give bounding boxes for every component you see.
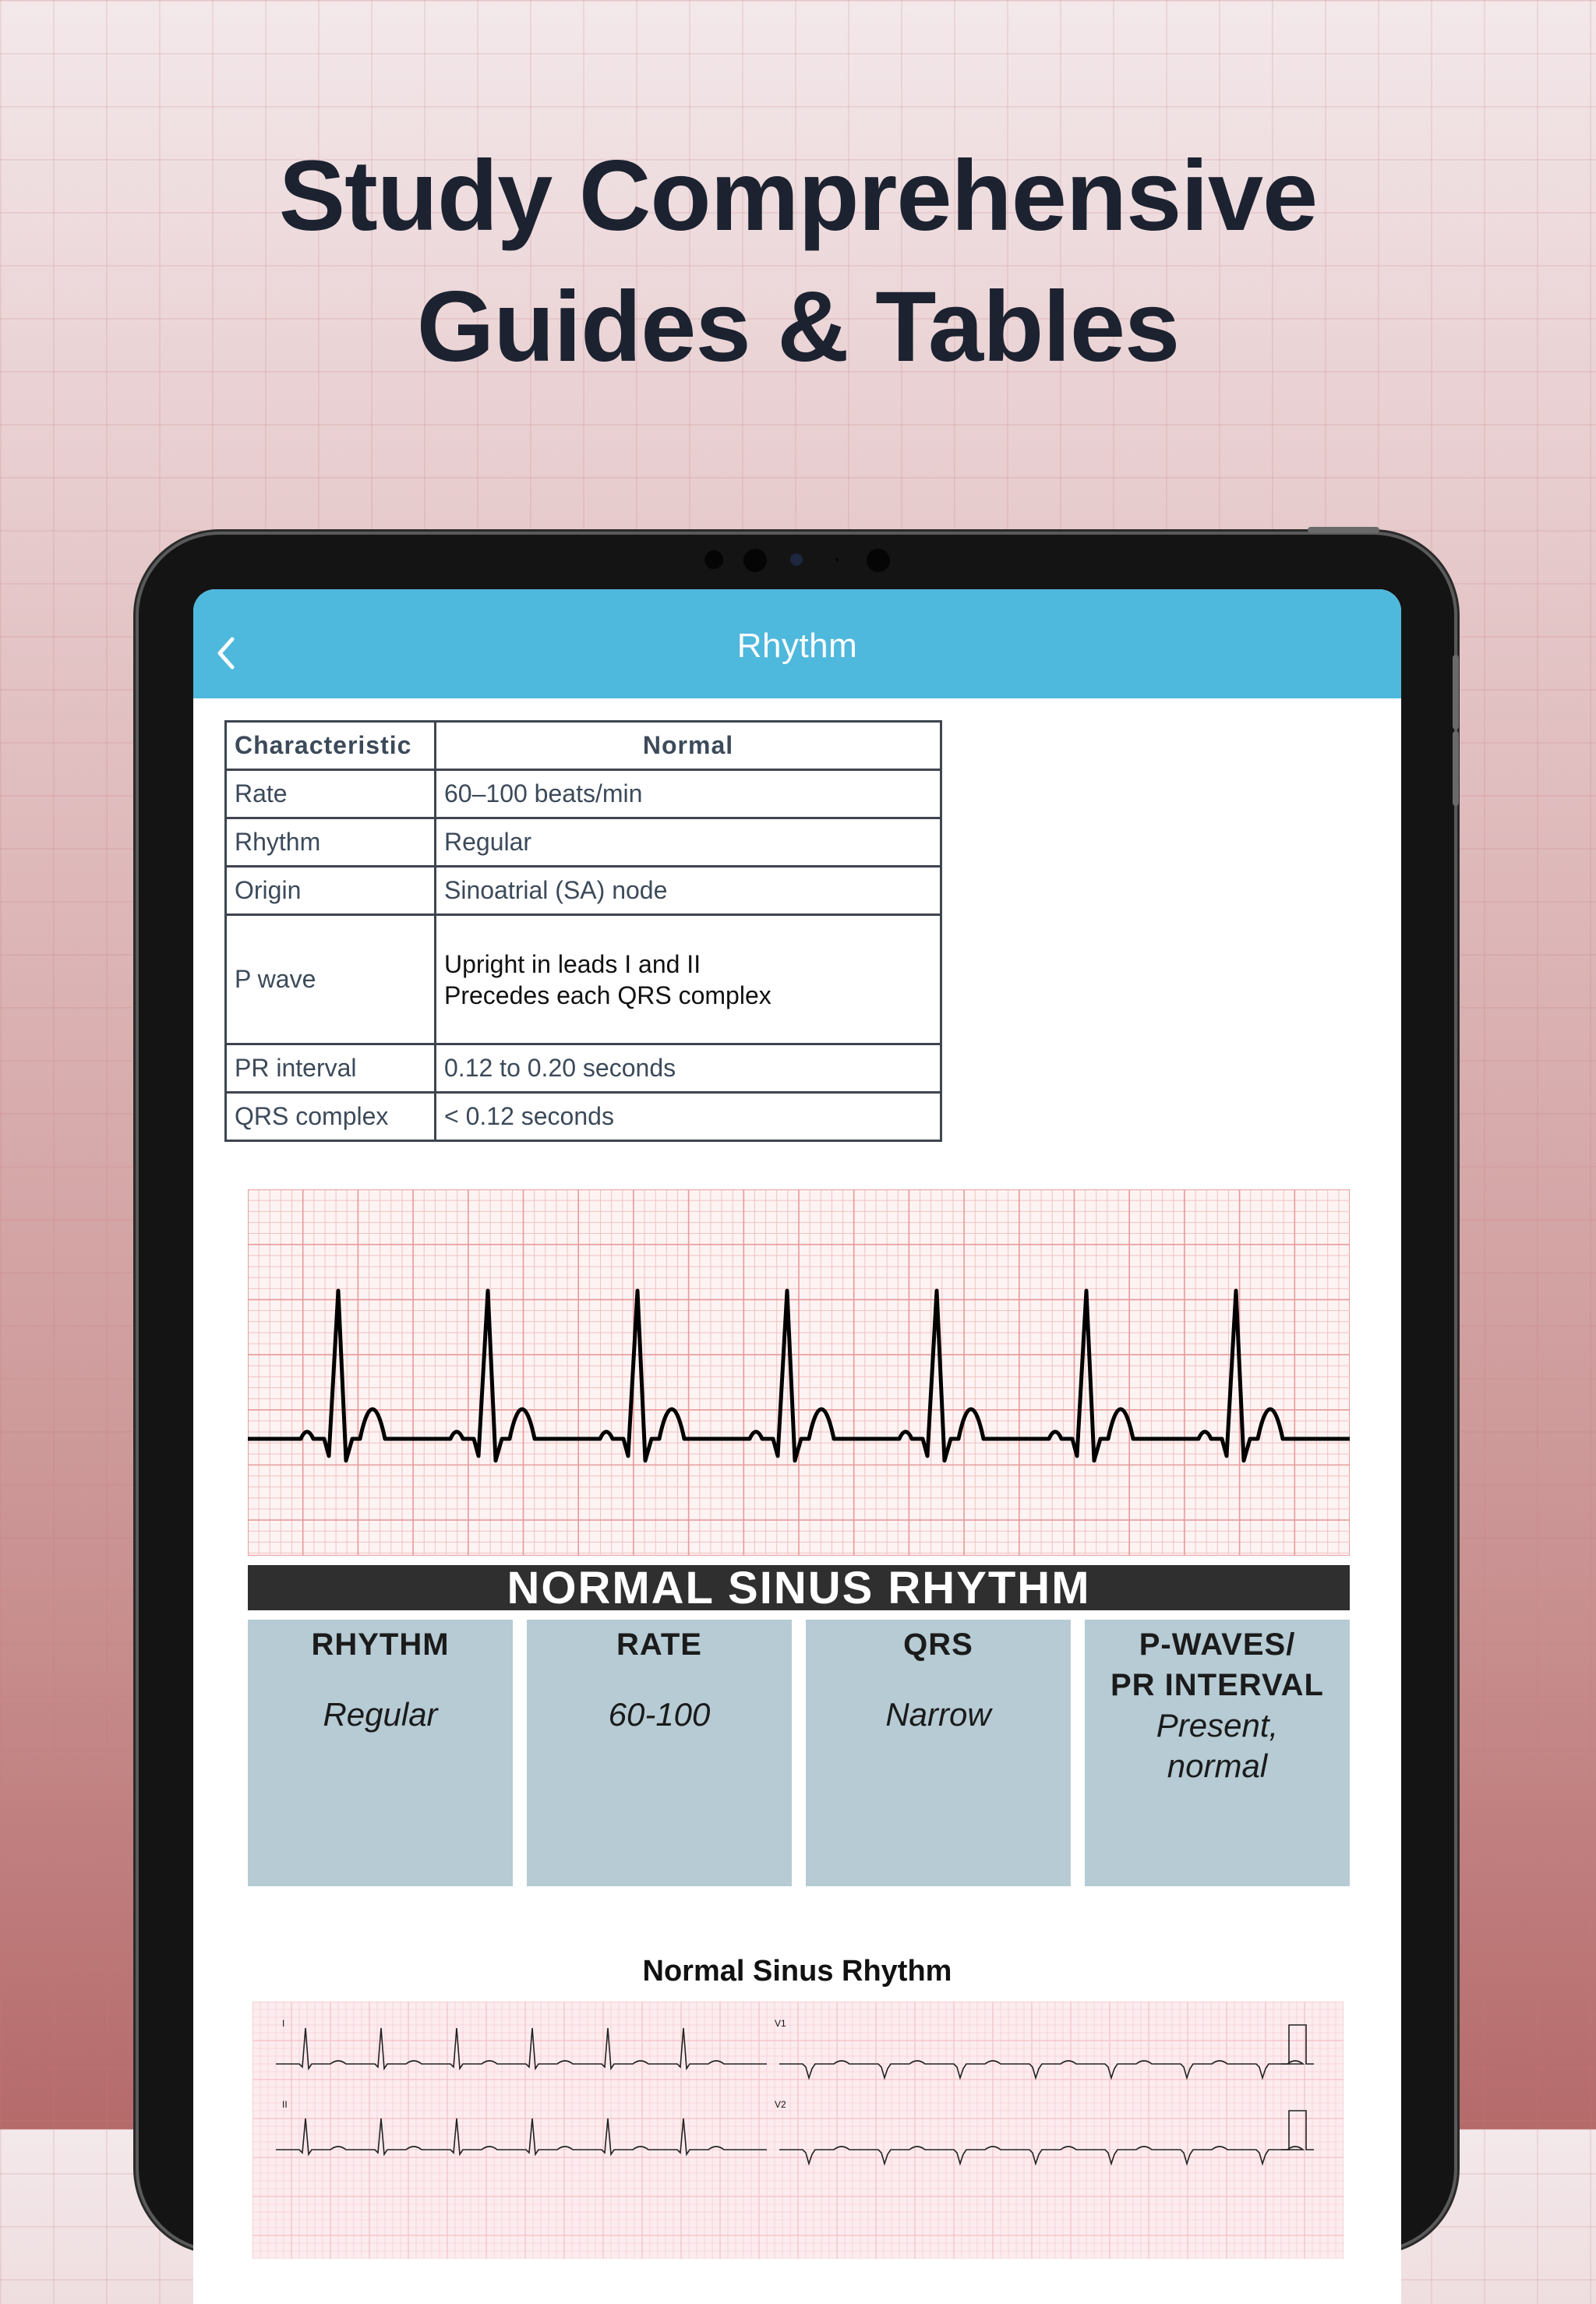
power-button bbox=[1308, 527, 1379, 533]
lead-label: II bbox=[282, 2099, 288, 2110]
lead-label: V1 bbox=[775, 2018, 786, 2029]
row-value-line: Upright in leads I and II bbox=[444, 949, 701, 978]
ecg-strip-image bbox=[248, 1189, 1350, 1556]
sensor-dot-3 bbox=[835, 558, 839, 561]
header-normal: Normal bbox=[436, 722, 941, 770]
table-row bbox=[226, 867, 941, 915]
row-value: < 0.12 seconds bbox=[436, 1093, 941, 1141]
card-rate bbox=[527, 1620, 792, 1886]
volume-button-top bbox=[1453, 655, 1459, 730]
row-label: Rhythm bbox=[226, 818, 436, 867]
sensor-dot-1 bbox=[704, 550, 723, 569]
table-row bbox=[226, 915, 941, 1044]
lead-label: V2 bbox=[775, 2099, 786, 2110]
card-heading: QRS bbox=[903, 1627, 973, 1662]
row-value: 0.12 to 0.20 seconds bbox=[436, 1044, 941, 1093]
headline bbox=[0, 131, 1596, 393]
sensor-dot-2 bbox=[743, 549, 767, 572]
row-value: Sinoatrial (SA) node bbox=[436, 867, 941, 915]
row-label: PR interval bbox=[226, 1044, 436, 1093]
card-qrs bbox=[806, 1620, 1071, 1886]
card-value: Narrow bbox=[885, 1696, 991, 1733]
table-row bbox=[226, 818, 941, 867]
sensor-dot-4 bbox=[867, 549, 890, 572]
camera-lens bbox=[790, 553, 803, 566]
card-value: 60-100 bbox=[608, 1696, 711, 1733]
card-heading: RATE bbox=[616, 1627, 702, 1662]
row-label: QRS complex bbox=[226, 1093, 436, 1141]
row-value: Regular bbox=[436, 818, 941, 867]
row-value: 60–100 beats/min bbox=[436, 770, 941, 818]
card-value: Present, bbox=[1156, 1707, 1279, 1744]
card-p-waves-pr-interval bbox=[1085, 1620, 1350, 1886]
twelve-lead-ecg-image bbox=[252, 2002, 1344, 2259]
rhythm-summary-cards bbox=[248, 1620, 1350, 1886]
table-row bbox=[226, 1044, 941, 1093]
table-row bbox=[226, 1093, 941, 1141]
table-row bbox=[226, 770, 941, 818]
card-heading: PR INTERVAL bbox=[1110, 1668, 1324, 1702]
headline-line-1: Study Comprehensive bbox=[278, 140, 1318, 252]
normal-sinus-rhythm-banner: NORMAL SINUS RHYTHM bbox=[248, 1565, 1350, 1610]
table-header-row bbox=[226, 722, 941, 770]
section-title: Normal Sinus Rhythm bbox=[642, 1955, 952, 1988]
row-label: Rate bbox=[226, 770, 436, 818]
tablet-frame bbox=[139, 535, 1454, 2249]
app-screen bbox=[193, 589, 1401, 2304]
row-value-line: Precedes each QRS complex bbox=[444, 981, 772, 1009]
row-value bbox=[436, 915, 941, 1044]
navigation-bar bbox=[193, 589, 1401, 698]
page-title: Rhythm bbox=[736, 627, 858, 665]
card-heading: RHYTHM bbox=[311, 1627, 450, 1662]
headline-line-2: Guides & Tables bbox=[416, 271, 1180, 383]
card-value: Regular bbox=[323, 1696, 438, 1733]
row-label: P wave bbox=[226, 915, 436, 1044]
lead-label: I bbox=[282, 2018, 285, 2029]
card-heading: P-WAVES/ bbox=[1139, 1627, 1296, 1662]
header-characteristic: Characteristic bbox=[226, 722, 436, 770]
row-label: Origin bbox=[226, 867, 436, 915]
volume-button-bottom bbox=[1453, 731, 1459, 806]
card-value: normal bbox=[1167, 1747, 1268, 1784]
rhythm-characteristics-table bbox=[224, 720, 942, 1142]
card-rhythm bbox=[248, 1620, 513, 1886]
